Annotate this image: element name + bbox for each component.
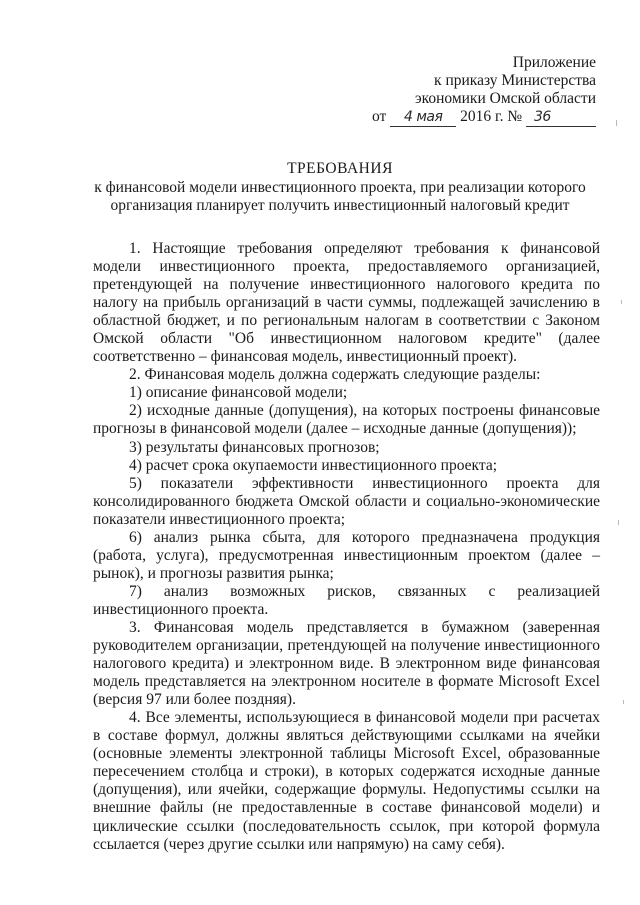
- list-item-3: 3) результаты финансовых прогнозов;: [129, 438, 380, 456]
- scan-noise: [623, 700, 624, 704]
- list-item-2: 2) исходные данные (допущения), на которых построены финансовые прогнозы в финансовой модели (далее – исходные данные (допущения));: [93, 402, 600, 438]
- list-item-7: 7) анализ возможных рисков, связанных с реализацией инвестиционного проекта.: [93, 582, 600, 618]
- scan-noise: [621, 300, 622, 304]
- paragraph-2: 2. Финансовая модель должна содержать следующие разделы:: [129, 366, 541, 384]
- paragraph-1: 1. Настоящие требования определяют требования к финансовой модели инвестиционного проекта, предоставляемого организацией, претендующей на получение инвестиционного налогового кредита по налогу на прибыль организаций в части суммы, подлежащей зачислению в областной бюджет, и по региональным налогам в соответствии с Законом Омской области "Об инвестиционном налоговом кредите" (далее соответственно – финансовая модель, инвестиционный проект).: [93, 240, 600, 366]
- scan-noise: [616, 120, 617, 126]
- header-ministry-label: экономики Омской области: [414, 90, 596, 107]
- date-prefix: от: [372, 108, 387, 125]
- list-item-5: 5) показатели эффективности инвестиционного проекта для консолидированного бюджета Омской области и социально-экономические показатели инвестиционного проекта;: [93, 474, 600, 528]
- list-item-4: 4) расчет срока окупаемости инвестиционного проекта;: [129, 456, 498, 474]
- handwritten-date: 4 мая: [390, 108, 456, 127]
- list-item-1: 1) описание финансовой модели;: [129, 384, 348, 402]
- approval-header: [296, 54, 596, 127]
- paragraph-3: 3. Финансовая модель представляется в бумажном (заверенная руководителем организации, претендующей на получение инвестиционного налогового кредита) и электронном виде. В электронном виде финансовая модель представляется на электронном носителе в формате Microsoft Excel (версия 97 или более поздняя).: [93, 618, 600, 709]
- paragraph-4: 4. Все элементы, использующиеся в финансовой модели при расчетах в составе формул, должны являться действующими ссылками на ячейки (основные элементы электронной таблицы Microsoft Excel, образованные пересечением столбца и строки), в которых содержатся исходные данные (допущения), или ячейки, содержащие формулы. Недопустимы ссылки на внешние файлы (не предоставленные в составе финансовой модели) и циклические ссылки (последовательность ссылок, при которой формула ссылается (через другие ссылки или напрямую) на саму себя).: [93, 709, 600, 853]
- title-main: ТРЕБОВАНИЯ: [287, 160, 393, 177]
- title-subtitle-line-2: организация планирует получить инвестиционный налоговый кредит: [110, 197, 570, 214]
- document-title: [60, 160, 620, 215]
- header-date-line: [296, 108, 596, 127]
- list-item-6: 6) анализ рынка сбыта, для которого предназначена продукция (работа, услуга), предусмотренная инвестиционным проектом (далее – рынок), и прогнозы развития рынка;: [93, 528, 600, 582]
- document-body: [93, 240, 600, 854]
- scan-noise: [618, 520, 619, 525]
- header-appendix-label: Приложение: [512, 54, 596, 71]
- date-year: 2016 г. №: [460, 108, 523, 125]
- title-subtitle-line-1: к финансовой модели инвестиционного проекта, при реализации которого: [94, 179, 586, 196]
- handwritten-order-number: 36: [526, 108, 596, 127]
- header-order-label: к приказу Министерства: [434, 72, 596, 89]
